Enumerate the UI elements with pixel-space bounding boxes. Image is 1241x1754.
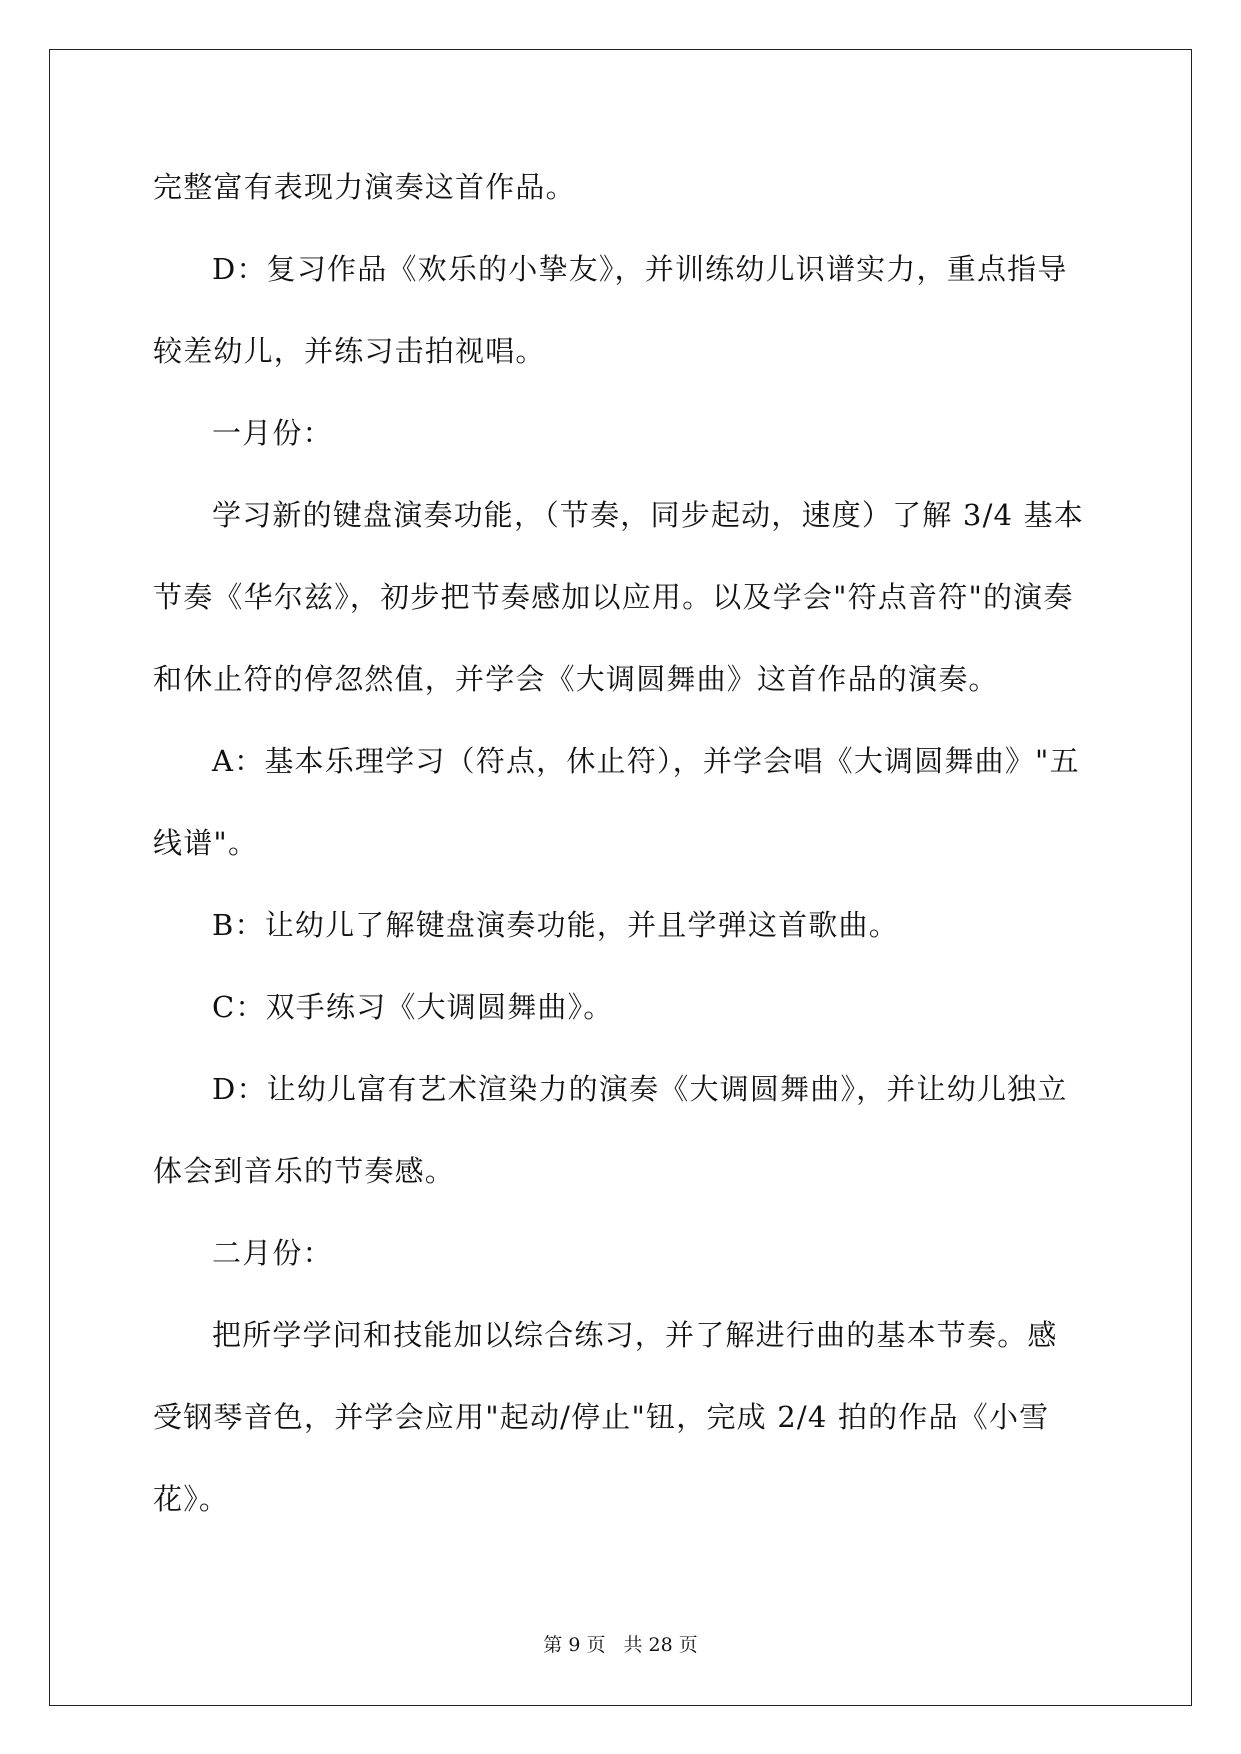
paragraph-start: A：基本乐理学习（符点，休止符），并学会唱《大调圆舞曲》"五 [212, 744, 1080, 778]
text-line: 节奏《华尔兹》，初步把节奏感加以应用。以及学会"符点音符"的演奏 [153, 580, 1074, 614]
text-line: 线谱"。 [153, 826, 259, 860]
page-number: 第 9 页 [543, 1634, 606, 1656]
text-line: 较差幼儿，并练习击拍视唱。 [153, 334, 546, 368]
text-line: 体会到音乐的节奏感。 [153, 1154, 456, 1188]
paragraph-start: D：复习作品《欢乐的小挚友》，并训练幼儿识谱实力，重点指导 [212, 252, 1068, 286]
paragraph-start: B：让幼儿了解键盘演奏功能，并且学弹这首歌曲。 [212, 908, 899, 942]
text-line: 和休止符的停忽然值，并学会《大调圆舞曲》这首作品的演奏。 [153, 662, 999, 696]
text-line: 完整富有表现力演奏这首作品。 [153, 170, 576, 204]
page-total: 共 28 页 [623, 1634, 698, 1656]
page-footer [0, 1630, 1241, 1657]
paragraph-start: 学习新的键盘演奏功能，（节奏，同步起动，速度）了解 3/4 基本 [212, 498, 1085, 532]
text-line: 受钢琴音色，并学会应用"起动/停止"钮，完成 2/4 拍的作品《小雪 [153, 1400, 1050, 1434]
document-body [153, 146, 1093, 1540]
paragraph-start: D：让幼儿富有艺术渲染力的演奏《大调圆舞曲》，并让幼儿独立 [212, 1072, 1068, 1106]
paragraph-start: C：双手练习《大调圆舞曲》。 [212, 990, 614, 1024]
section-heading: 一月份： [212, 416, 333, 450]
section-heading: 二月份： [212, 1236, 333, 1270]
text-line: 花》。 [153, 1482, 230, 1516]
paragraph-start: 把所学学问和技能加以综合练习，并了解进行曲的基本节奏。感 [212, 1318, 1058, 1352]
